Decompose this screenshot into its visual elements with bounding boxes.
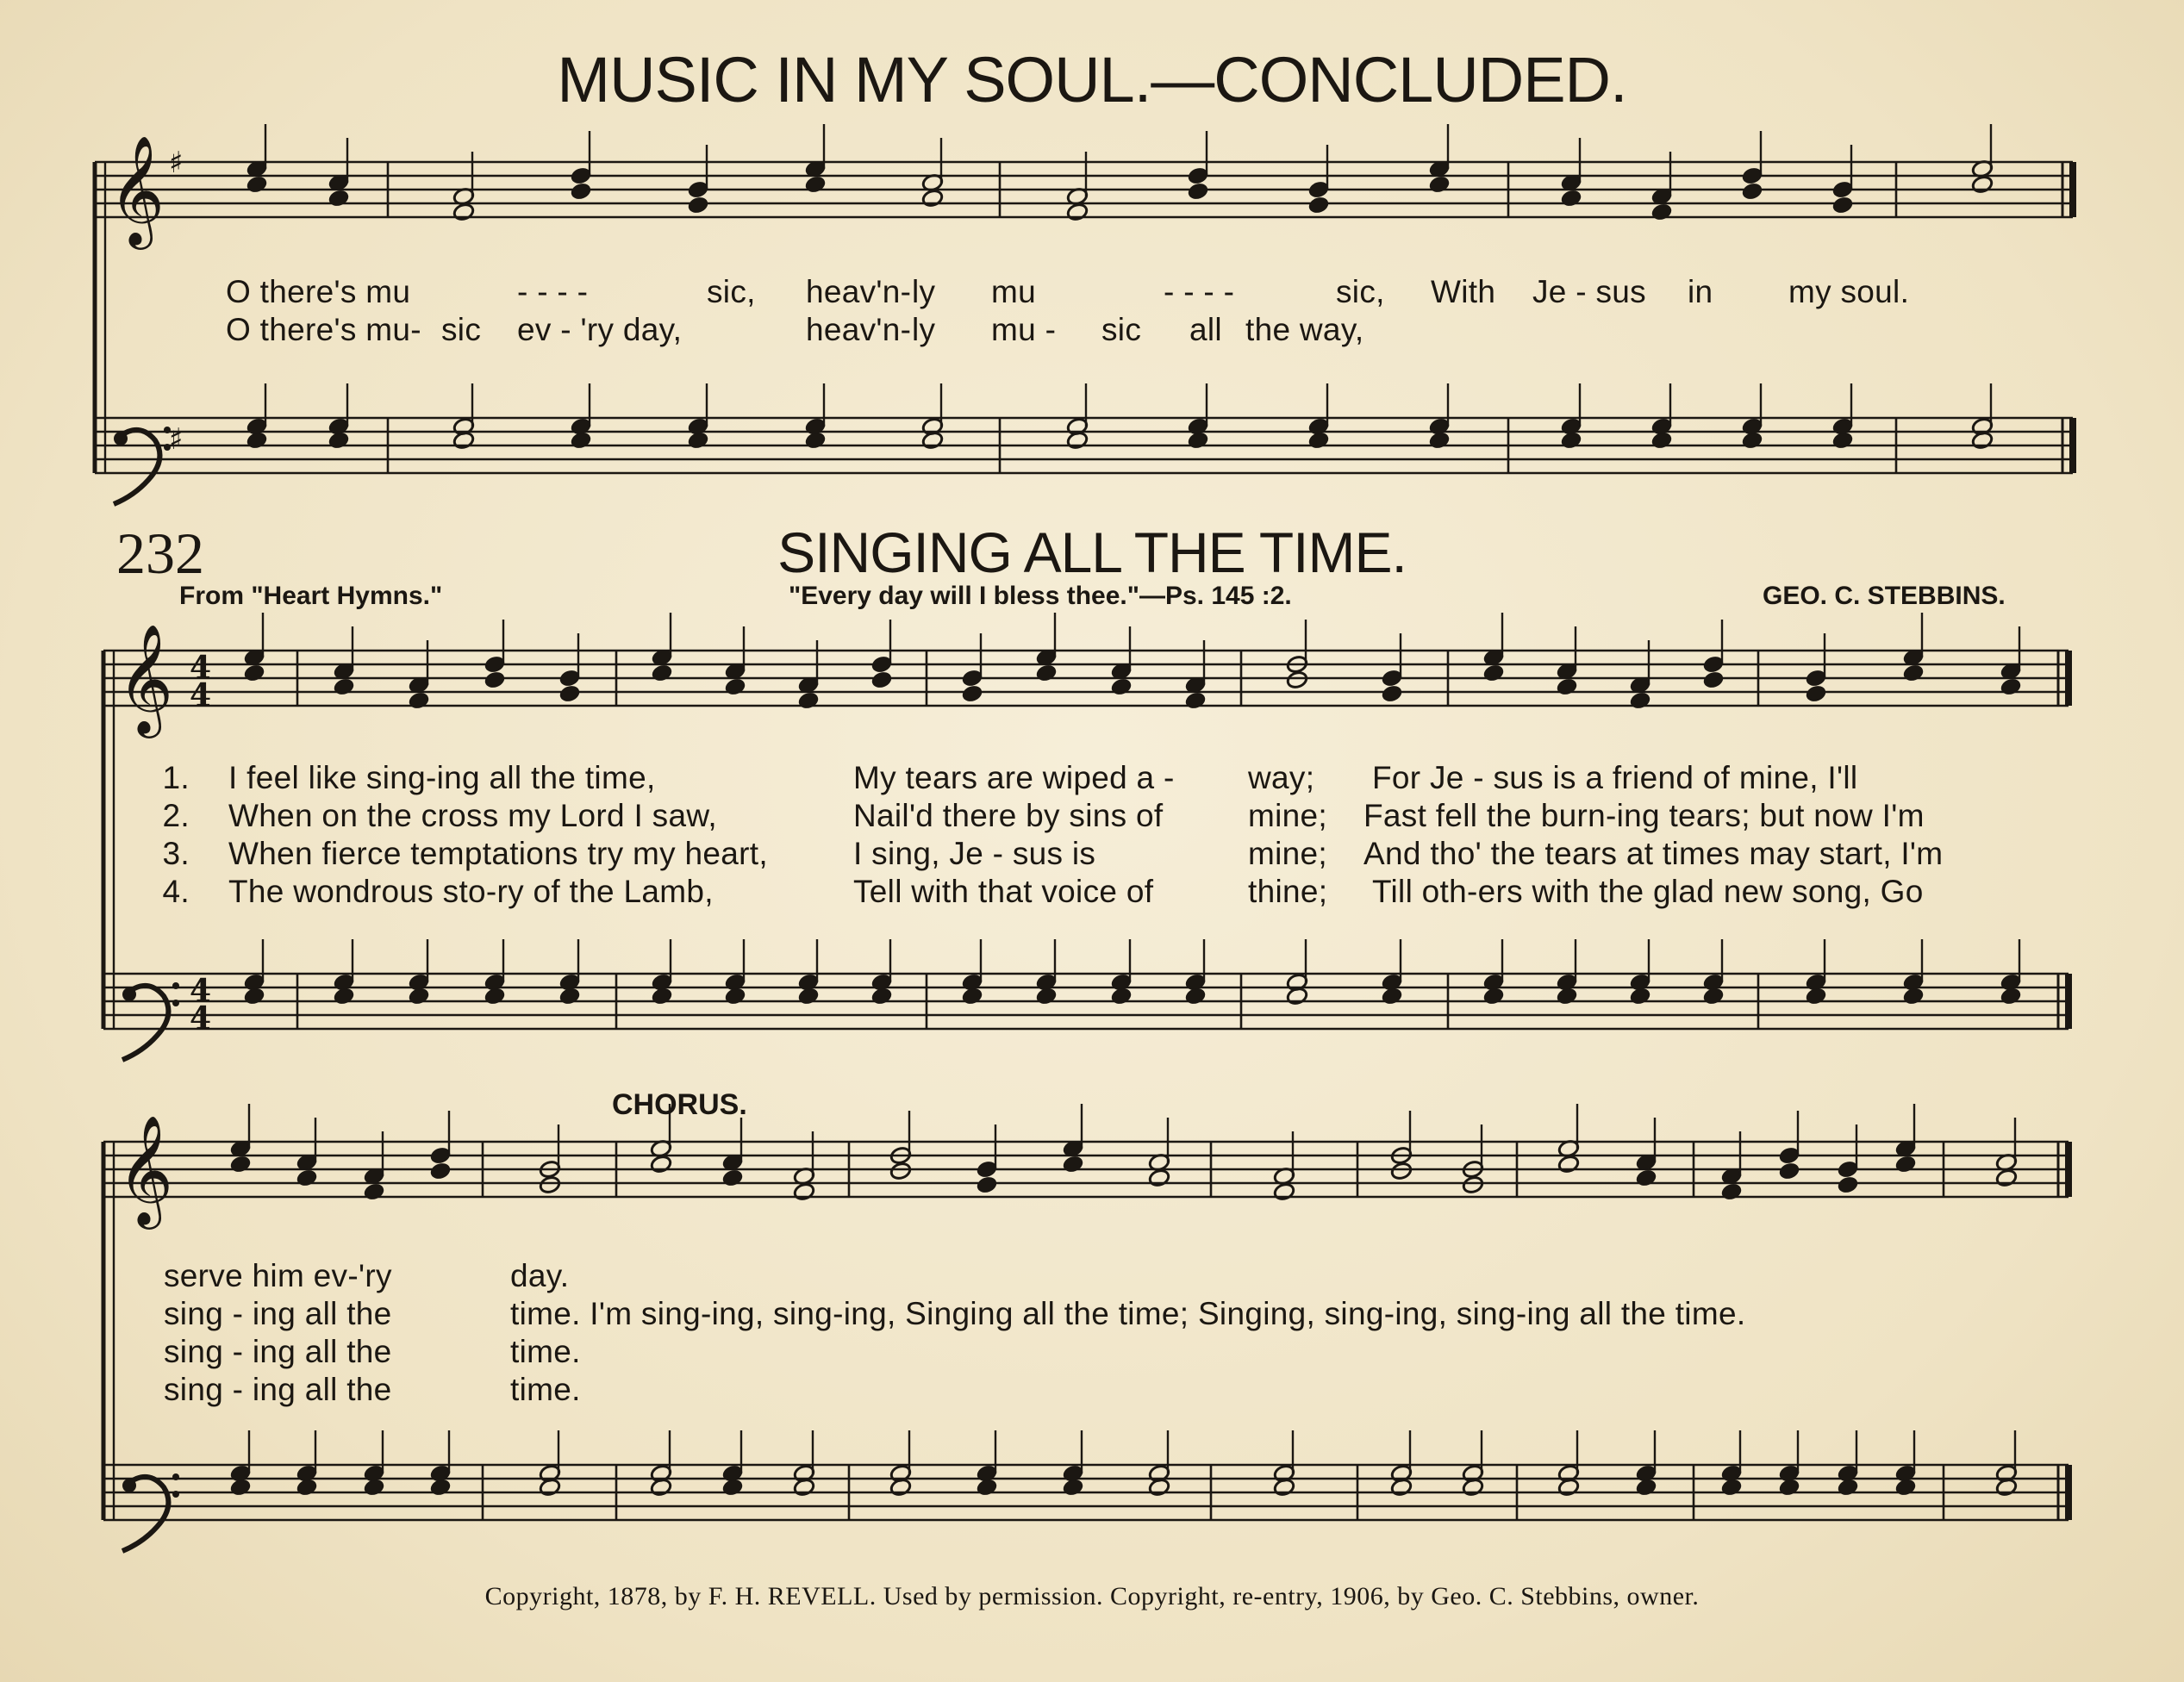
lyric-word: O there's mu <box>226 274 411 309</box>
note-head <box>1971 175 1994 195</box>
bass-clef-dot <box>172 1000 179 1006</box>
note-head <box>1557 1155 1580 1174</box>
note-head <box>724 677 746 697</box>
lyric-word: sic, <box>707 274 756 309</box>
note-head <box>1482 663 1505 683</box>
lyric-word: all <box>1189 312 1222 347</box>
note-head <box>558 987 581 1006</box>
bass-clef-dot <box>172 982 179 989</box>
note-head <box>1902 663 1925 683</box>
note-head <box>1381 684 1403 704</box>
note-head <box>921 189 944 209</box>
lyric-word: mu - <box>991 312 1057 347</box>
note-head <box>1629 987 1651 1006</box>
note-head <box>961 684 983 704</box>
lyric-word: sic, <box>1336 274 1385 309</box>
note-head <box>1482 987 1505 1006</box>
note-head <box>429 1162 452 1181</box>
bass-clef-dot <box>122 1479 136 1492</box>
treble-clef-icon: 𝄞 <box>109 134 165 245</box>
note-head <box>1560 431 1582 451</box>
note-head <box>246 431 268 451</box>
note-head <box>1428 431 1451 451</box>
note-head <box>976 1478 998 1498</box>
verse-text: thine; <box>1248 874 1328 909</box>
note-head <box>1110 987 1133 1006</box>
lyric-word: the way, <box>1245 312 1364 347</box>
lyric-word: - - - - <box>517 274 589 309</box>
note-head <box>1556 987 1578 1006</box>
verse-text: For Je - sus is a friend of mine, I'll <box>1372 760 1858 795</box>
verse-text: I feel like sing-ing all the time, <box>228 760 656 795</box>
verse-number: 3. <box>162 836 190 871</box>
note-head <box>870 670 893 690</box>
note-head <box>408 691 430 711</box>
chorus-text: time. <box>510 1334 581 1369</box>
lyric-word: Je - sus <box>1532 274 1646 309</box>
chorus-text: sing - ing all the <box>164 1372 392 1407</box>
note-head <box>408 987 430 1006</box>
note-head <box>2000 987 2022 1006</box>
note-head <box>1286 670 1308 690</box>
note-head <box>1778 1478 1800 1498</box>
key-sharp-icon: ♯ <box>169 146 184 180</box>
note-head <box>328 189 350 209</box>
note-head <box>1066 202 1089 222</box>
note-head <box>1778 1162 1800 1181</box>
note-head <box>650 1478 672 1498</box>
verse-text: way; <box>1248 760 1315 795</box>
note-head <box>539 1175 561 1195</box>
note-head <box>1307 431 1330 451</box>
hymn-number: 232 <box>116 520 204 586</box>
note-head <box>243 663 265 683</box>
note-head <box>793 1478 815 1498</box>
verse-text: Nail'd there by sins of <box>853 798 1164 833</box>
note-head <box>1148 1478 1170 1498</box>
note-head <box>1971 431 1994 451</box>
note-head <box>1273 1478 1295 1498</box>
note-head <box>429 1478 452 1498</box>
note-head <box>804 175 827 195</box>
note-head <box>1187 431 1209 451</box>
treble-clef-icon: 𝄞 <box>117 623 174 733</box>
note-head <box>1307 196 1330 215</box>
lyric-word: mu <box>991 274 1036 309</box>
verse-number: 1. <box>162 760 190 795</box>
note-head <box>1902 987 1925 1006</box>
note-head <box>1062 1155 1084 1174</box>
note-head <box>797 987 820 1006</box>
time-signature: 4 <box>190 973 212 1009</box>
note-head <box>1273 1182 1295 1202</box>
lyric-word: O there's mu- <box>226 312 421 347</box>
note-head <box>243 987 265 1006</box>
note-head <box>1635 1168 1657 1188</box>
chorus-label: CHORUS. <box>612 1088 747 1121</box>
note-head <box>724 987 746 1006</box>
note-head <box>570 182 592 202</box>
note-head <box>1462 1478 1484 1498</box>
note-head <box>1805 684 1827 704</box>
note-head <box>296 1168 318 1188</box>
note-head <box>1805 987 1827 1006</box>
note-head <box>870 987 893 1006</box>
note-head <box>558 684 581 704</box>
lyric-word: With <box>1431 274 1496 309</box>
note-head <box>333 677 355 697</box>
note-head <box>570 431 592 451</box>
note-head <box>1560 189 1582 209</box>
note-head <box>363 1182 385 1202</box>
lyric-word: in <box>1688 274 1713 309</box>
note-head <box>1894 1478 1917 1498</box>
chorus-text: day. <box>510 1258 570 1293</box>
lyric-word: my soul. <box>1788 274 1910 309</box>
verse-text: My tears are wiped a - <box>853 760 1175 795</box>
note-head <box>1702 670 1725 690</box>
note-head <box>1187 182 1209 202</box>
verse-text: mine; <box>1248 798 1327 833</box>
note-head <box>1741 182 1763 202</box>
note-head <box>1381 987 1403 1006</box>
note-head <box>1428 175 1451 195</box>
note-head <box>804 431 827 451</box>
note-head <box>797 691 820 711</box>
note-head <box>793 1182 815 1202</box>
verse-number: 2. <box>162 798 190 833</box>
note-head <box>721 1168 744 1188</box>
hymn-title: SINGING ALL THE TIME. <box>777 520 1407 584</box>
verse-text: And tho' the tears at times may start, I'm <box>1363 836 1944 871</box>
note-head <box>452 202 475 222</box>
note-head <box>539 1478 561 1498</box>
key-sharp-icon: ♯ <box>169 422 184 457</box>
note-head <box>1066 431 1089 451</box>
time-signature: 4 <box>190 650 212 686</box>
verse-text: mine; <box>1248 836 1327 871</box>
note-head <box>1035 987 1058 1006</box>
note-head <box>1390 1162 1413 1181</box>
lyric-word: heav'n- <box>806 312 912 347</box>
note-head <box>1556 677 1578 697</box>
note-head <box>1702 987 1725 1006</box>
chorus-text: time. I'm sing-ing, sing-ing, Singing all the time; Singing, sing-ing, sing-ing all the time. <box>510 1296 1746 1331</box>
note-head <box>296 1478 318 1498</box>
note-head <box>1390 1478 1413 1498</box>
lyric-word: - - - - <box>1164 274 1235 309</box>
note-head <box>1110 677 1133 697</box>
lyric-word: ev - 'ry day, <box>517 312 683 347</box>
note-head <box>1837 1175 1859 1195</box>
note-head <box>1894 1155 1917 1174</box>
copyright-line: Copyright, 1878, by F. H. REVELL. Used by permission. Copyright, re-entry, 1906, by Geo. C. Stebbins, owner. <box>484 1582 1700 1610</box>
note-head <box>1462 1175 1484 1195</box>
note-head <box>1995 1168 2018 1188</box>
lyric-word: sic <box>441 312 482 347</box>
treble-clef-icon: 𝄞 <box>117 1114 174 1224</box>
note-head <box>229 1155 252 1174</box>
chorus-text: sing - ing all the <box>164 1334 392 1369</box>
note-head <box>1650 202 1673 222</box>
note-head <box>1635 1478 1657 1498</box>
lyric-word: heav'n- <box>806 274 912 309</box>
hymn-scripture: "Every day will I bless thee."—Ps. 145 :2. <box>789 582 1292 610</box>
note-head <box>651 987 673 1006</box>
chorus-text: serve him ev-'ry <box>164 1258 392 1293</box>
note-head <box>1720 1478 1743 1498</box>
time-signature: 4 <box>190 1000 212 1037</box>
note-head <box>976 1175 998 1195</box>
verse-text: I sing, Je - sus is <box>853 836 1096 871</box>
note-head <box>363 1478 385 1498</box>
note-head <box>1148 1168 1170 1188</box>
note-head <box>246 175 268 195</box>
note-head <box>1286 987 1308 1006</box>
note-head <box>328 431 350 451</box>
note-head <box>484 987 506 1006</box>
chorus-text: time. <box>510 1372 581 1407</box>
note-head <box>1741 431 1763 451</box>
note-head <box>1837 1478 1859 1498</box>
lyric-word: ly <box>912 312 936 347</box>
note-head <box>921 431 944 451</box>
top-hymn-title: MUSIC IN MY SOUL.—CONCLUDED. <box>557 44 1627 115</box>
note-head <box>1720 1182 1743 1202</box>
chorus-text: sing - ing all the <box>164 1296 392 1331</box>
note-head <box>889 1478 912 1498</box>
verse-number: 4. <box>162 874 190 909</box>
note-head <box>1831 196 1854 215</box>
verse-text: Till oth-ers with the glad new song, Go <box>1372 874 1924 909</box>
note-head <box>1062 1478 1084 1498</box>
note-head <box>1184 691 1207 711</box>
verse-text: When on the cross my Lord I saw, <box>228 798 717 833</box>
note-head <box>484 670 506 690</box>
note-head <box>229 1478 252 1498</box>
note-head <box>650 1155 672 1174</box>
lyric-word: ly <box>912 274 936 309</box>
bass-clef-dot <box>122 987 136 1001</box>
note-head <box>333 987 355 1006</box>
note-head <box>687 431 709 451</box>
verse-text: When fierce temptations try my heart, <box>228 836 768 871</box>
note-head <box>1035 663 1058 683</box>
hymn-composer: GEO. C. STEBBINS. <box>1763 582 2006 610</box>
note-head <box>1557 1478 1580 1498</box>
note-head <box>2000 677 2022 697</box>
note-head <box>651 663 673 683</box>
note-head <box>961 987 983 1006</box>
bass-clef-dot <box>172 1473 179 1480</box>
bass-clef-dot <box>172 1491 179 1498</box>
verse-text: Tell with that voice of <box>853 874 1154 909</box>
note-head <box>1650 431 1673 451</box>
note-head <box>1831 431 1854 451</box>
verse-text: The wondrous sto-ry of the Lamb, <box>228 874 714 909</box>
verse-text: Fast fell the burn-ing tears; but now I'm <box>1363 798 1925 833</box>
note-head <box>1629 691 1651 711</box>
note-head <box>1184 987 1207 1006</box>
bass-clef-dot <box>114 432 128 445</box>
note-head <box>452 431 475 451</box>
note-head <box>687 196 709 215</box>
lyric-word: sic <box>1101 312 1142 347</box>
note-head <box>1995 1478 2018 1498</box>
time-signature: 4 <box>190 677 212 713</box>
note-head <box>721 1478 744 1498</box>
note-head <box>889 1162 912 1181</box>
hymn-source: From "Heart Hymns." <box>179 582 443 610</box>
